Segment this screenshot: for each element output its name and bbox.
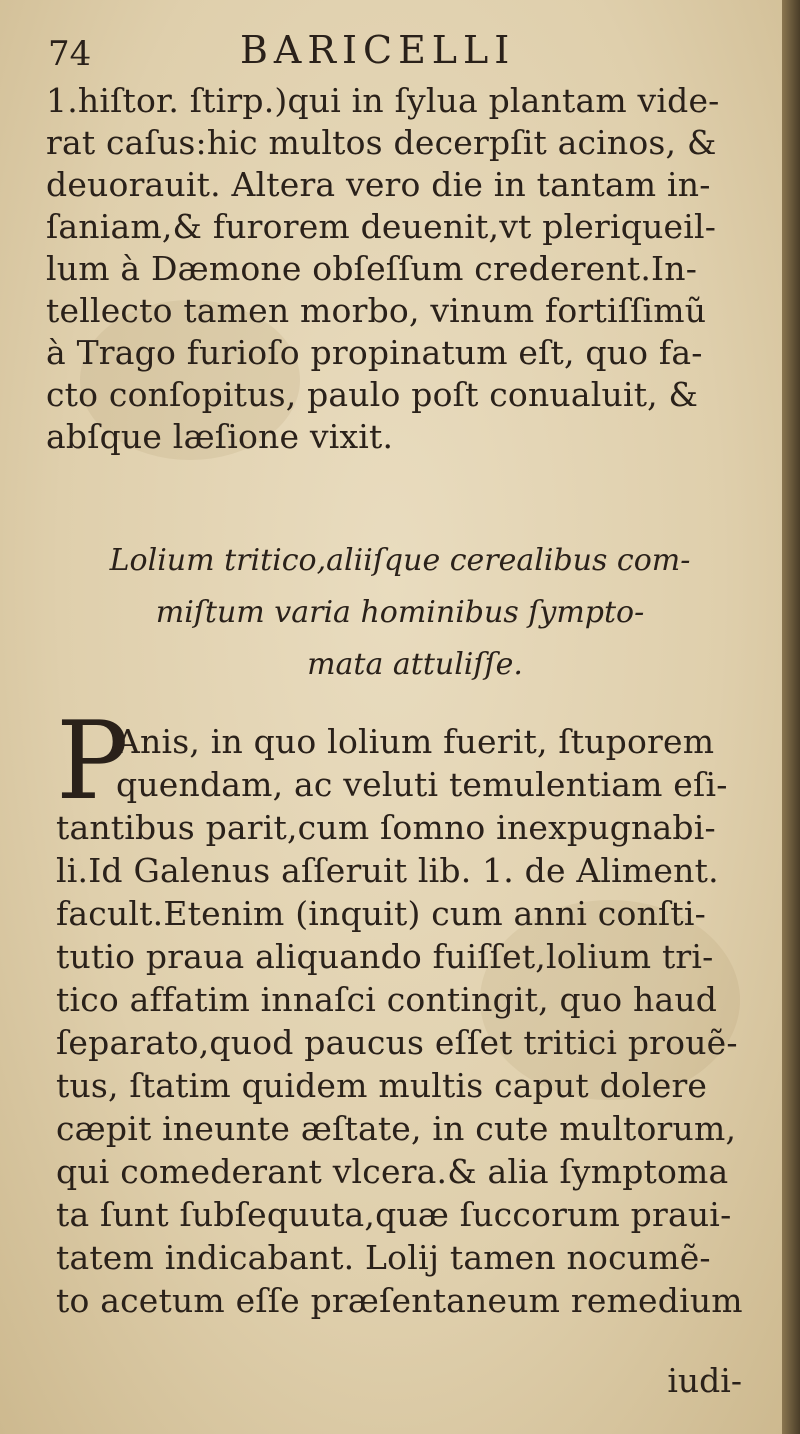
section-heading: [40, 535, 760, 691]
text-line: tantibus parit,cum ſomno inexpugnabi-: [56, 808, 716, 847]
heading-line: mata attuliſſe.: [307, 647, 523, 682]
text-line: à Trago furioſo propinatum eſt, quo fa-: [46, 333, 703, 372]
text-line: tellecto tamen morbo, vinum fortiſſimũ: [46, 291, 707, 330]
text-line: Anis, in quo lolium fuerit, ſtuporem: [116, 722, 715, 761]
text-line: tico affatim innaſci contingit, quo haud: [56, 980, 718, 1019]
text-line: facult.Etenim (inquit) cum anni conſti-: [56, 894, 706, 933]
text-line: abſque læſione vixit.: [46, 417, 394, 456]
text-line: deuorauit. Altera vero die in tantam in-: [46, 165, 711, 204]
text-line: quendam, ac veluti temulentiam eſi-: [116, 765, 728, 804]
text-line: rat caſus:hic multos decerpſit acinos, &: [46, 123, 717, 162]
heading-line: miſtum varia hominibus ſympto-: [155, 595, 645, 630]
text-line: ta ſunt ſubſequuta,quæ ſuccorum praui-: [56, 1195, 732, 1234]
text-line: to acetum eſſe præſentaneum remedium: [56, 1281, 743, 1320]
page-header-title: BARICELLI: [240, 28, 516, 72]
text-line: ſaniam,& furorem deuenit,vt pleriqueil-: [46, 207, 717, 246]
text-line: cæpit ineunte æſtate, in cute multorum,: [56, 1109, 737, 1148]
paragraph: [56, 720, 776, 1322]
text-line: lum à Dæmone obſeſſum crederent.In-: [46, 249, 698, 288]
text-line: cto conſopitus, paulo poſt conualuit, &: [46, 375, 699, 414]
text-line: tutio praua aliquando fuiſſet,lolium tri-: [56, 937, 714, 976]
page-number: 74: [48, 34, 92, 74]
text-line: ſeparato,quod paucus eſſet tritici prouẽ-: [56, 1023, 738, 1062]
text-line: tus, ſtatim quidem multis caput dolere: [56, 1066, 708, 1105]
heading-line: Lolium tritico,aliiſque cerealibus com-: [109, 543, 691, 578]
text-line: li.Id Galenus aſſeruit lib. 1. de Aliment.: [56, 851, 719, 890]
drop-cap-initial: P: [56, 699, 129, 824]
catchword: iudi-: [667, 1361, 742, 1400]
paragraph-continued: [46, 80, 766, 458]
text-line: 1.hiſtor. ſtirp.)qui in ſylua plantam vide-: [46, 81, 720, 120]
text-line: tatem indicabant. Lolij tamen nocumẽ-: [56, 1238, 711, 1277]
text-line: qui comederant vlcera.& alia ſymptoma: [56, 1152, 729, 1191]
running-head: [40, 26, 760, 74]
binding-gutter: [782, 0, 800, 1434]
